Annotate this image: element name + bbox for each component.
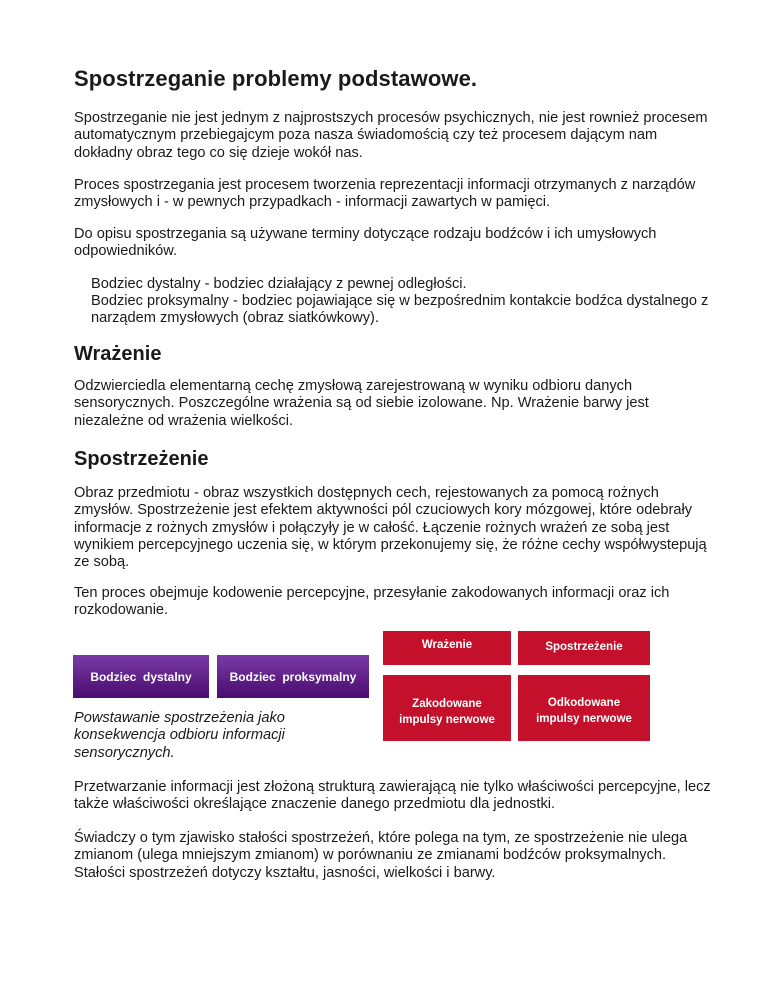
spostrzezenie-paragraph-1: Obraz przedmiotu - obraz wszystkich dostępnych cech, rejestowanych za pomocą rożnych zmysłów. Spostrzeżenie jest efektem aktywności pól czuciowych kory mózgowej, które odebrały informacje z rożnych zmysłów i połączyły je w całość. Łączenie rożnych wrażeń ze sobą jest wynikiem percepcyjnego uczenia się, w którym przekonujemy się, że różne cechy współwystepują ze sobą.: [74, 485, 707, 571]
diagram-box-distal: [73, 655, 209, 698]
wrazenie-paragraph: Odzwierciedla elementarną cechę zmysłową zarejestrowaną w wyniku odbioru danych sensorycznych. Poszczególne wrażenia są od siebie izolowane. Np. Wrażenie barwy jest niezależne od wrażenia wielkości.: [74, 378, 649, 429]
intro-paragraph-2: Proces spostrzegania jest procesem tworzenia reprezentacji informacji otrzymanych z narządów zmysłowych i - w pewnych przypadkach - informacji zawartych w pamięci.: [74, 177, 696, 211]
diagram-box-proximal: [217, 655, 369, 698]
diagram-caption: Powstawanie spostrzeżenia jako konsekwencja odbioru informacji sensorycznych.: [74, 710, 285, 761]
diagram-label-spostrzezenie: Spostrzeżenie: [545, 641, 623, 653]
term-proximal: Bodziec proksymalny - bodziec pojawiające się w bezpośrednim kontakcie bodźca dystalnego z narządem zmysłowych (obraz siatkówkowy).: [91, 293, 709, 327]
diagram-label-distal: Bodziec dystalny: [90, 669, 192, 684]
term-distal: Bodziec dystalny - bodziec działający z pewnej odległości.: [91, 276, 467, 292]
closing-paragraph-1: Przetwarzanie informacji jest złożoną strukturą zawierającą nie tylko właściwości percepcyjne, lecz także właściwości określające znaczenie danego przedmiotu dla jednostki.: [74, 779, 711, 813]
diagram-box-spostrzezenie: [518, 631, 650, 665]
diagram-box-decoded: [518, 675, 650, 741]
diagram-label-encoded-1: Zakodowane: [412, 698, 482, 710]
heading-wrazenie: Wrażenie: [74, 343, 162, 365]
diagram-label-decoded-2: impulsy nerwowe: [536, 713, 632, 725]
closing-paragraph-2: Świadczy o tym zjawisko stałości spostrzeżeń, które polega na tym, ze spostrzeżenie nie ulega zmianom (ulega mniejszym zmianom) w porównaniu ze zmianami bodźców proksymalnych. Stałości spostrzeżeń dotyczy kształtu, jasności, wielkości i barwy.: [74, 830, 688, 881]
diagram-label-decoded-1: Odkodowane: [547, 697, 621, 709]
diagram-box-encoded: [383, 675, 511, 741]
intro-paragraph-1: Spostrzeganie nie jest jednym z najprostszych procesów psychicznych, nie jest rownież procesem automatycznym przebiegajcym poza nasza świadomością czy też procesem dającym nam dokładny obraz tego co się dzieje wokół nas.: [74, 110, 708, 161]
diagram-label-encoded-2: impulsy nerwowe: [399, 714, 495, 726]
intro-paragraph-3: Do opisu spostrzegania są używane terminy dotyczące rodzaju bodźców i ich umysłowych odpowiedników.: [74, 226, 657, 260]
diagram-label-proximal: Bodziec proksymalny: [229, 669, 357, 684]
page-title: Spostrzeganie problemy podstawowe.: [74, 66, 478, 91]
diagram-box-wrazenie: [383, 631, 511, 665]
diagram-label-wrazenie: Wrażenie: [421, 639, 473, 651]
heading-spostrzezenie: Spostrzeżenie: [74, 448, 209, 470]
spostrzezenie-paragraph-2: Ten proces obejmuje kodowenie percepcyjne, przesyłanie zakodowanych informacji oraz ich rozkodowanie.: [74, 585, 670, 619]
